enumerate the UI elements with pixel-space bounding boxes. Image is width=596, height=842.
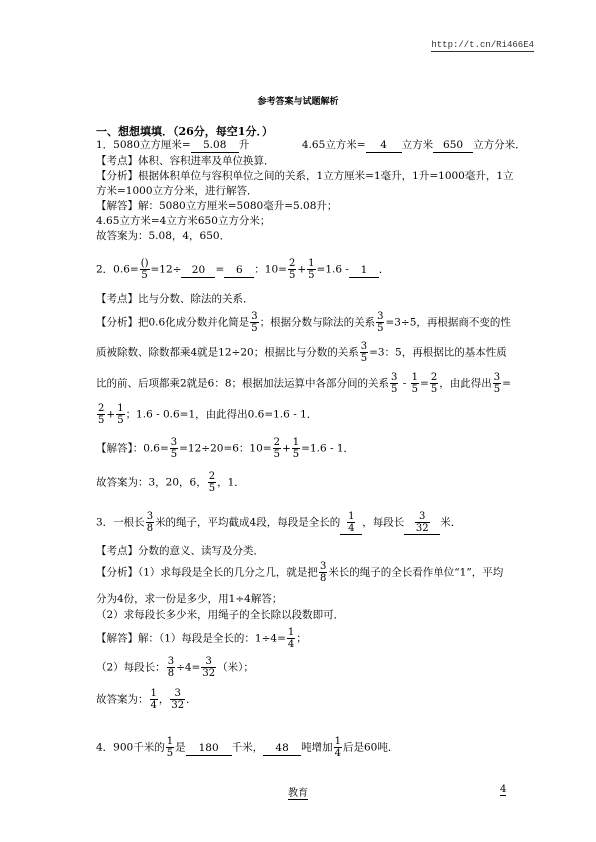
fraction: $\frac{1}{5}$ bbox=[166, 736, 174, 759]
q3-question: 3．一根长 $\frac{3}{8}$ 米的绳子，平均截成4段，每段是全长的 $\frac{1}{4}$ ，每段长 $\frac{3}{32}$ 米． bbox=[96, 511, 462, 534]
fraction: $\frac{2}{5}$ bbox=[273, 437, 280, 460]
fraction: $\frac{3}{8}$ bbox=[319, 561, 327, 584]
footer-label: 教育 bbox=[288, 788, 308, 799]
q1-kaodian: 【考点】体积、容积进率及单位换算． bbox=[96, 155, 275, 167]
fraction: $\frac{3}{8}$ bbox=[167, 656, 175, 679]
q2-fenxi-line2: 质被除数、除数都乘4就是12÷20；根据比与分数的关系 $\frac{3}{5}$ =3：5，再根据比的基本性质 bbox=[96, 341, 507, 364]
fraction: $\frac{2}{5}$ bbox=[98, 403, 105, 426]
fraction: $\frac{3}{5}$ bbox=[377, 311, 384, 334]
q1-jieda-line2: 4.65立方米=4立方米650立方分米； bbox=[96, 215, 271, 227]
fraction: $\frac{2}{5}$ bbox=[208, 471, 216, 494]
fraction: $\frac{1}{5}$ bbox=[411, 372, 419, 395]
fraction: $\frac{3}{32}$ bbox=[415, 511, 429, 534]
q1-question: 1．5080立方厘米= 5.08 升 4.65立方米= 4 立方米 650 立方分米． bbox=[96, 139, 526, 151]
fraction: $\frac{3}{5}$ bbox=[360, 341, 368, 364]
fraction: $\frac{1}{4}$ bbox=[287, 627, 295, 650]
fraction: $\frac{3}{5}$ bbox=[251, 311, 258, 334]
fraction: $\frac{()}{5}$ bbox=[140, 258, 149, 281]
fraction: $\frac{3}{32}$ bbox=[202, 656, 216, 679]
q1-fenxi-line2: 方米=1000立方分米，进行解答． bbox=[96, 185, 258, 197]
q2-fenxi-line1: 【分析】把0.6化成分数并化简是 $\frac{3}{5}$ ；根据分数与除法的关系 $\frac{3}{5}$ =3÷5，再根据商不变的性 bbox=[96, 311, 511, 334]
q1-answer: 故答案为：5.08，4，650． bbox=[96, 230, 231, 242]
q3-fenxi-line3: （2）求每段长多少米，用绳子的全长除以段数即可． bbox=[96, 609, 345, 621]
q3-fenxi-line2: 分为4份，求一份是多少，用1÷4解答； bbox=[96, 593, 283, 605]
q2-fenxi-line3: 比的前、后项都乘2就是6：8；根据加法运算中各部分间的关系 $\frac{3}{5}$ - $\frac{1}{5}$ = $\frac{2}{5}$ ，由此得出 $\frac{3}{5}$ = bbox=[96, 372, 511, 395]
fraction: $\frac{3}{5}$ bbox=[391, 372, 398, 395]
q3-kaodian: 【考点】分数的意义、读写及分类． bbox=[96, 545, 264, 557]
fraction: $\frac{1}{4}$ bbox=[150, 688, 157, 711]
fraction: $\frac{1}{5}$ bbox=[308, 258, 315, 281]
q1-fenxi-line1: 【分析】根据体积单位与容积单位之间的关系，1立方厘米=1毫升，1升=1000毫升，1立 bbox=[96, 170, 514, 182]
q3-answer: 故答案为： $\frac{1}{4}$ ， $\frac{3}{32}$ ． bbox=[96, 688, 197, 711]
q3-jieda-line1: 【解答】解：（1）每段是全长的：1÷4= $\frac{1}{4}$ ； bbox=[96, 627, 307, 650]
fraction: $\frac{1}{4}$ bbox=[348, 511, 355, 534]
fraction: $\frac{2}{5}$ bbox=[430, 372, 438, 395]
fraction: $\frac{2}{5}$ bbox=[288, 258, 296, 281]
page-title: 参考答案与试题解析 bbox=[257, 97, 339, 107]
fraction: $\frac{1}{5}$ bbox=[117, 403, 124, 426]
q4-question: 4．900千米的 $\frac{1}{5}$ 是 180 千米， 48 吨增加 $\frac{1}{4}$ 后是60吨． bbox=[96, 736, 399, 759]
source-url[interactable]: http://t.cn/Ri466E4 bbox=[431, 40, 534, 50]
fraction: $\frac{3}{5}$ bbox=[170, 437, 178, 460]
q1-jieda-line1: 【解答】解：5080立方厘米=5080毫升=5.08升； bbox=[96, 200, 338, 212]
q2-answer: 故答案为：3，20，6， $\frac{2}{5}$ ，1． bbox=[96, 471, 245, 494]
q2-kaodian: 【考点】比与分数、除法的关系． bbox=[96, 293, 254, 305]
fraction: $\frac{3}{5}$ bbox=[493, 372, 501, 395]
fraction: $\frac{3}{8}$ bbox=[146, 511, 154, 534]
q2-jieda: 【解答】：0.6= $\frac{3}{5}$ =12÷20=6：10= $\frac{2}{5}$ + $\frac{1}{5}$ =1.6 - 1． bbox=[96, 437, 355, 460]
fraction: $\frac{3}{32}$ bbox=[171, 688, 185, 711]
q2-fenxi-line4: $\frac{2}{5}$ + $\frac{1}{5}$ ；1.6 - 0.6=1，由此得出0.6=1.6 - 1． bbox=[98, 403, 318, 426]
page-number: 4 bbox=[500, 784, 507, 795]
section-heading: 一、想想填填．（26分，每空1分．） bbox=[96, 125, 273, 138]
q3-jieda-line2: （2）每段长： $\frac{3}{8}$ ÷4= $\frac{3}{32}$ （米）； bbox=[96, 656, 254, 679]
fraction: $\frac{1}{4}$ bbox=[334, 736, 341, 759]
fraction: $\frac{1}{5}$ bbox=[292, 437, 300, 460]
q2-question: 2．0.6= $\frac{()}{5}$ =12÷ 20 = 6 ：10= $\frac{2}{5}$ + $\frac{1}{5}$ =1.6 - 1 ． bbox=[96, 258, 390, 281]
q3-fenxi-line1: 【分析】（1）求每段是全长的几分之几，就是把 $\frac{3}{8}$ 米长的绳子的全长看作单位“1”，平均 bbox=[96, 561, 504, 584]
